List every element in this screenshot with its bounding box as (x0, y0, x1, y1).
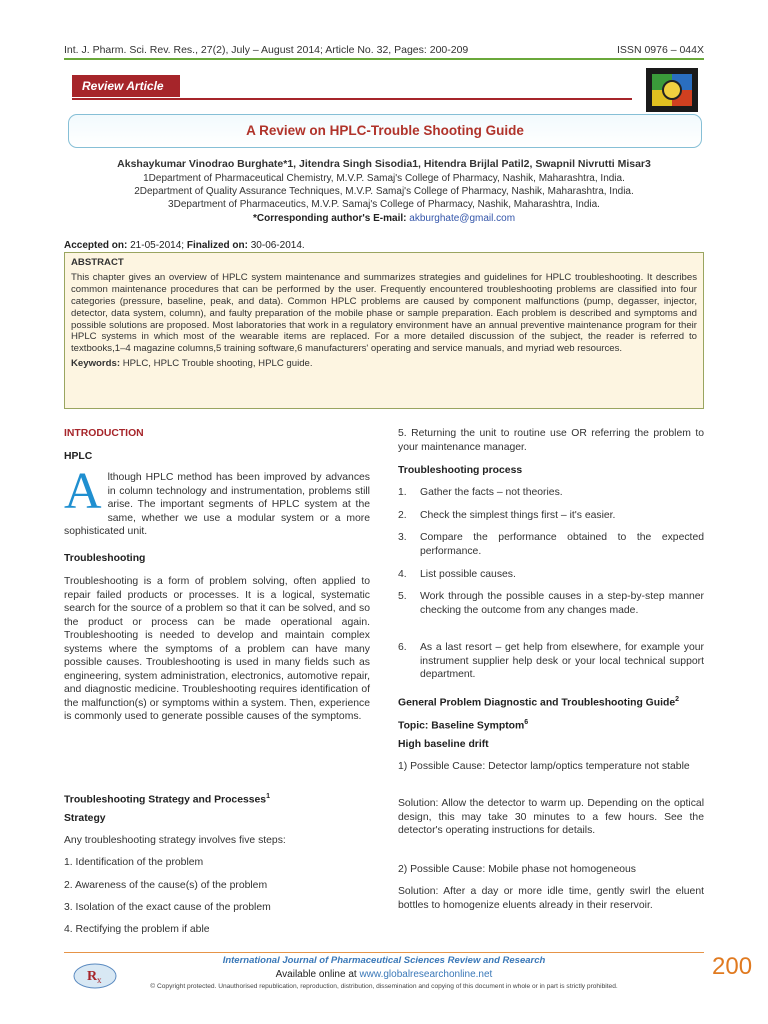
topic-heading-text: Topic: Baseline Symptom (398, 720, 525, 732)
step-3: 3. Isolation of the exact cause of the problem (64, 902, 271, 913)
solution-2: Solution: After a day or more idle time, gently swirl the eluent bottles to homogenize eluents already in their reservoir. (398, 886, 704, 911)
step-1: 1. Identification of the problem (64, 857, 204, 868)
process-item (398, 531, 704, 558)
process-item (398, 486, 704, 500)
footer-rule (64, 952, 704, 953)
corresponding-label: *Corresponding author's E-mail: (252, 213, 407, 224)
step-5: 5. Returning the unit to routine use OR referring the problem to your maintenance manager. (398, 428, 704, 453)
abstract-text: This chapter gives an overview of HPLC system maintenance and summarizes strategies and guidelines for HPLC troubleshooting. It describes common maintenance procedures that can be performed by the user. Frequently encountered troubleshooting problems are classified into four categories (pressure, baseline, peak, and data). Common HPLC problems are caused by component malfunctions (pump, degasser, injector, detector, data system, column), and faulty preparation of the mobile phase or sample preparation. Each problem is described and symptoms and possible solutions are proposed. Most laboratories that work in a regulatory environment have an annual preventive maintenance program for their HPLC systems in which most of the wearable items are replaced. For a more detailed discussion of the subject, the reader is referred to textbooks,1–4 magazine columns,5 training software,6 manufacturers' operating and service manuals, and myriad web resources. (71, 271, 697, 355)
steps-intro: Any troubleshooting strategy involves five steps: (64, 835, 286, 846)
strategy-processes-heading-text: Troubleshooting Strategy and Processes (64, 794, 267, 806)
svg-text:x: x (97, 975, 102, 985)
process-number: 5. (398, 591, 407, 602)
website-link[interactable]: www.globalresearchonline.net (359, 969, 493, 980)
strategy-processes-ref: 1 (266, 793, 270, 800)
process-text: As a last resort – get help from elsewhere, for example your instrument supplier help desk or your local technical support department. (420, 642, 704, 680)
guide-heading-text: General Problem Diagnostic and Troubleshooting Guide (398, 697, 676, 709)
process-item (398, 568, 704, 582)
process-text: List possible causes. (420, 569, 516, 580)
article-type-badge: Review Article (72, 75, 180, 97)
accepted-date: 21-05-2014; (130, 240, 185, 251)
strategy-processes-heading (64, 790, 270, 807)
process-text: Check the simplest things first – it's easier. (420, 510, 616, 521)
process-item (398, 509, 704, 523)
available-label: Available online at (275, 969, 357, 980)
hplc-heading: HPLC (64, 451, 93, 462)
issn: ISSN 0976 – 044X (617, 44, 704, 56)
abstract-heading: ABSTRACT (71, 257, 124, 268)
dropcap-letter: A (64, 463, 102, 520)
journal-citation: Int. J. Pharm. Sci. Rev. Res., 27(2), July – August 2014; Article No. 32, Pages: 200-209 (64, 44, 469, 56)
page-number: 200 (712, 953, 753, 980)
process-item (398, 590, 704, 617)
process-number: 3. (398, 532, 407, 543)
step-2: 2. Awareness of the cause(s) of the problem (64, 880, 268, 891)
footer-availability (64, 969, 704, 980)
intro-paragraph-text: lthough HPLC method has been improved by advances in column technology and instrumentation, problems still arise. The important segments of HPLC system at the same, whether we use a modular system or a more sophisticated unit. (64, 472, 370, 537)
keywords-text: HPLC, HPLC Trouble shooting, HPLC guide. (122, 358, 313, 370)
guide-ref: 2 (675, 696, 680, 703)
affiliation-3: 3Department of Pharmaceutics, M.V.P. Samaj's College of Pharmacy, Nashik, Maharashtra, India. (168, 199, 600, 210)
process-text: Compare the performance obtained to the expected performance. (420, 532, 704, 557)
corresponding-email-link[interactable]: akburghate@gmail.com (409, 213, 516, 224)
authors: Akshaykumar Vinodrao Burghate*1, Jitendra Singh Sisodia1, Hitendra Brijlal Patil2, Swapnil Nivrutti Misar3 (117, 158, 651, 170)
intro-paragraph (64, 463, 370, 539)
step-4: 4. Rectifying the problem if able (64, 924, 210, 935)
troubleshooting-paragraph: Troubleshooting is a form of problem solving, often applied to repair failed products or processes. It is a logical, systematic search for the source of a problem so that it can be solved, and so the product or process can be made operational again. Troubleshooting is needed to develop and maintain complex systems where the symptoms of a problem can have many possible causes. Troubleshooting is used in many fields such as engineering, system administration, electronics, automotive repair, and diagnostic medicine. Troubleshooting requires identification of the malfunction(s) or symptoms within a system. Then, experience is commonly used to generate possible causes of the symptoms. (64, 576, 370, 722)
process-number: 6. (398, 642, 407, 653)
finalized-date: 30-06-2014. (250, 240, 305, 251)
drift-heading: High baseline drift (398, 739, 489, 750)
process-heading: Troubleshooting process (398, 465, 523, 476)
introduction-heading: INTRODUCTION (64, 428, 144, 439)
process-item (398, 641, 704, 682)
process-number: 4. (398, 569, 407, 580)
process-text: Gather the facts – not theories. (420, 487, 563, 498)
copyright-notice: © Copyright protected. Unauthorised republication, reproduction, distribution, dissemination and copying of this document in whole or in part is strictly prohibited. (150, 983, 618, 990)
finalized-label: Finalized on: (186, 240, 248, 251)
affiliation-2: 2Department of Quality Assurance Techniques, M.V.P. Samaj's College of Pharmacy, Nashik, Maharashtra, India. (134, 186, 634, 197)
footer-journal-name: International Journal of Pharmaceutical Sciences Review and Research (222, 955, 546, 966)
strategy-heading: Strategy (64, 813, 106, 824)
troubleshooting-heading: Troubleshooting (64, 553, 146, 564)
left-column (64, 0, 370, 1024)
process-number: 2. (398, 510, 407, 521)
svg-text:R: R (87, 969, 98, 984)
process-number: 1. (398, 487, 407, 498)
cause-2: 2) Possible Cause: Mobile phase not homogeneous (398, 864, 636, 875)
accepted-label: Accepted on: (64, 240, 128, 251)
guide-heading (398, 693, 679, 710)
right-column (398, 0, 704, 1024)
process-text: Work through the possible causes in a step-by-step manner checking the outcome from any changes made. (420, 591, 704, 616)
affiliation-1: 1Department of Pharmaceutical Chemistry, M.V.P. Samaj's College of Pharmacy, Nashik, Maharashtra, India. (143, 173, 625, 184)
cause-1: 1) Possible Cause: Detector lamp/optics temperature not stable (398, 761, 690, 772)
solution-1: Solution: Allow the detector to warm up. Depending on the optical design, this may take 30 minutes to a few hours. See the detector's operating instructions for details. (398, 798, 704, 836)
keywords-label: Keywords: (71, 358, 121, 370)
topic-heading (398, 716, 528, 733)
topic-ref: 6 (524, 719, 529, 726)
paper-title: A Review on HPLC-Trouble Shooting Guide (68, 114, 702, 148)
